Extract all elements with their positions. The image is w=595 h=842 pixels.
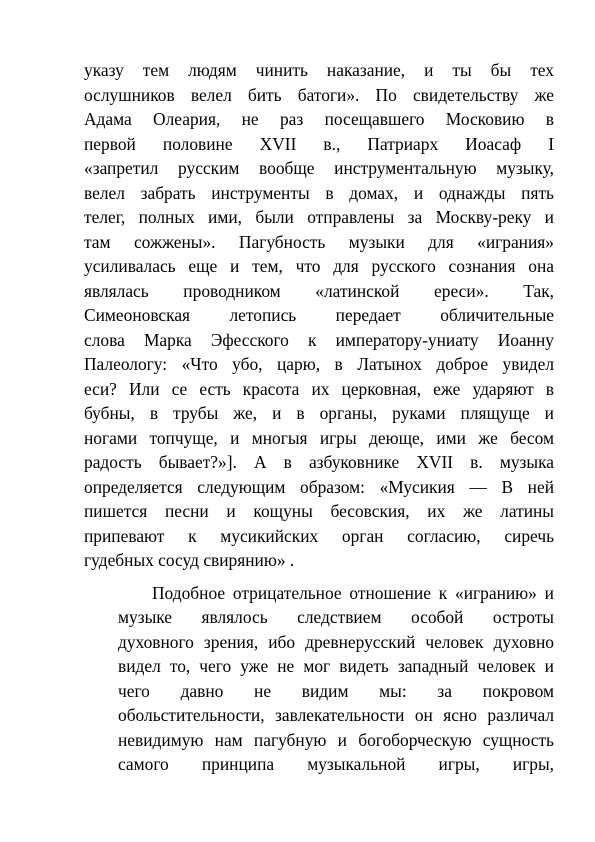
text-line: припевают к мусикийских орган согласию, сиречь: [84, 525, 554, 546]
text-line: гудебных сосуд свирянию» .: [84, 550, 295, 570]
text-line: бубны, в трубы же, и в органы, руками плящуще и: [84, 403, 554, 423]
text-line: являлась проводником «латинской ереси». Так,: [84, 280, 554, 301]
text-line: слова Марка Эфесского к императору-униату Иоанну: [84, 329, 554, 350]
text-line: ослушников велел бить батоги». По свидетельству же: [84, 84, 554, 105]
document-page: [84, 58, 554, 777]
text-line: еси? Или се есть красота их церковная, еже ударяют в: [84, 378, 554, 399]
text-line: чего давно не видим мы: за покровом: [118, 680, 554, 701]
text-line: радость бывает?»]. А в азбуковнике XVII в. музыка: [84, 452, 554, 472]
text-line: первой половине XVII в., Патриарх Иоасаф I: [84, 133, 554, 154]
text-line: невидимую нам пагубную и богоборческую сущность: [118, 729, 554, 750]
text-line: указу тем людям чинить наказание, и ты бы тех: [84, 60, 554, 80]
text-line: Палеологу: «Что убо, царю, в Латынох доброе увидел: [84, 354, 554, 374]
text-line: велел забрать инструменты в домах, и однажды пять: [84, 182, 554, 203]
text-line: обольстительности, завлекательности он ясно различал: [118, 705, 554, 725]
text-line: «запретил русским вообще инструментальную музыку,: [84, 158, 554, 178]
text-line: усиливалась еще и тем, что для русского сознания она: [84, 256, 554, 276]
paragraph-2: [84, 581, 554, 777]
text-line: видел то, чего уже не мог видеть западный человек и: [118, 656, 554, 676]
text-line: Подобное отрицательное отношение к «игранию» и: [152, 582, 554, 603]
text-line: духовного зрения, ибо древнерусский человек духовно: [118, 631, 554, 652]
text-line: телег, полных ими, были отправлены за Москву-реку и: [84, 207, 554, 227]
text-line: пишется песни и кощуны бесовския, их же латины: [84, 501, 554, 521]
text-line: определяется следующим образом: «Мусикия — В ней: [84, 476, 554, 497]
text-line: Адама Олеария, не раз посещавшего Московию в: [84, 109, 554, 129]
text-line: ногами топчуще, и многыя игры деюще, ими же бесом: [84, 427, 554, 448]
text-line: там сожжены». Пагубность музыки для «играния»: [84, 231, 554, 252]
text-line: музыке являлось следствием особой остроты: [118, 607, 554, 627]
paragraph-1: [84, 58, 554, 573]
text-line: Симеоновская летопись передает обличительные: [84, 305, 554, 325]
text-line: самого принципа музыкальной игры, игры,: [118, 754, 554, 774]
